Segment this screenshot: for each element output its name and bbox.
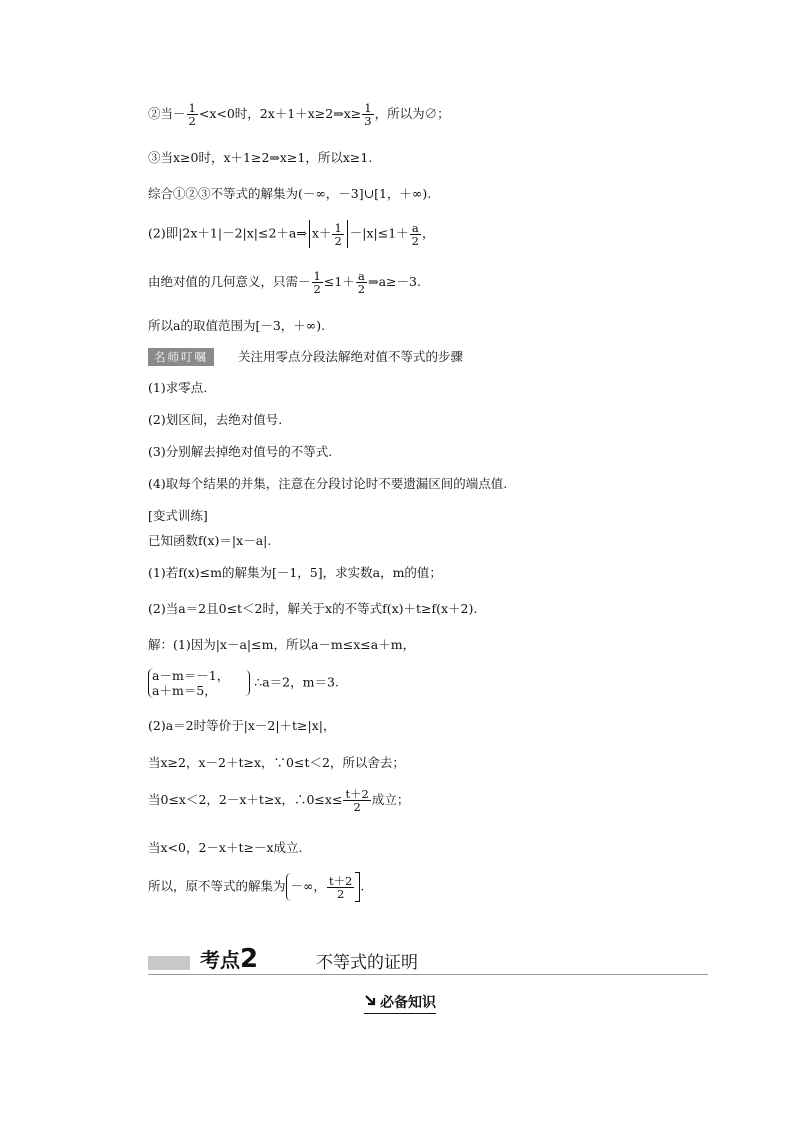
tips-tag: 名师叮嘱 <box>148 348 214 366</box>
solution-1-line: 解：(1)因为|x－a|≤m，所以a－m≤x≤a＋m， <box>148 637 416 652</box>
system-eq-2: a＋m＝5， <box>152 683 217 698</box>
text: ②当－ <box>148 106 186 121</box>
section-label-text: 考点 <box>200 948 240 972</box>
step-4: (4)取每个结果的并集，注意在分段讨论时不要遗漏区间的端点值. <box>148 476 508 491</box>
text: . <box>360 878 365 894</box>
text: 由绝对值的几何意义，只需－ <box>148 274 311 289</box>
essential-knowledge-text: 必备知识 <box>380 995 436 1011</box>
fraction <box>410 222 421 247</box>
question-1: (1)若f(x)≤m的解集为[－1，5]，求实数a，m的值； <box>148 565 442 580</box>
given-function: 已知函数f(x)＝|x－a|. <box>148 533 272 548</box>
denominator: 2 <box>188 114 196 128</box>
numerator: 1 <box>313 269 321 283</box>
fraction <box>362 102 373 127</box>
fraction <box>312 270 323 295</box>
fraction <box>356 270 367 295</box>
text: ，所以为∅； <box>374 106 450 121</box>
system-brace <box>148 668 229 698</box>
numerator: t＋2 <box>328 873 353 888</box>
denominator: 2 <box>411 233 419 248</box>
system-result: ∴a＝2，m＝3. <box>254 674 339 690</box>
denominator: 3 <box>364 114 372 128</box>
fraction <box>327 875 354 900</box>
case-x-lt-0: 当x<0，2－x＋t≥－x成立. <box>148 840 303 855</box>
abs-bar <box>347 220 348 248</box>
section-grey-bar <box>148 956 190 970</box>
text: 当0≤x＜2，2－x＋t≥x，∴0≤x≤ <box>148 792 343 807</box>
section-header <box>148 944 708 975</box>
numerator: 1 <box>334 220 342 235</box>
text: x＋ <box>311 225 332 241</box>
range-line: 所以a的取值范围为[－3，＋∞). <box>148 318 326 333</box>
case-3-line: ③当x≥0时，x＋1≥2⇒x≥1，所以x≥1. <box>148 150 373 165</box>
text: <x<0时，2x＋1＋x≥2⇒x≥ <box>198 106 362 121</box>
text: －|x|≤1＋ <box>349 225 409 241</box>
text: 成立； <box>371 792 410 807</box>
system-close <box>245 670 250 696</box>
denominator: 2 <box>357 282 366 296</box>
solution-2-line: (2)a＝2时等价于|x－2|＋t≥|x|， <box>148 718 336 733</box>
case-2-line <box>148 102 450 127</box>
tips-heading <box>148 348 463 366</box>
step-2: (2)划区间，去绝对值号. <box>148 412 283 427</box>
arrow-icon <box>364 994 377 1011</box>
geometric-meaning-line <box>148 270 421 295</box>
fraction <box>187 102 198 127</box>
case-0-le-x-lt-2 <box>148 788 409 813</box>
question-2: (2)当a＝2且0≤t＜2时，解关于x的不等式f(x)＋t≥f(x＋2). <box>148 601 478 616</box>
section-label <box>200 944 258 974</box>
step-3: (3)分别解去掉绝对值号的不等式. <box>148 444 333 459</box>
section-title: 不等式的证明 <box>316 953 418 973</box>
text: (2)即|2x＋1|－2|x|≤2＋a⇒ <box>148 225 307 241</box>
denominator: 2 <box>353 800 361 814</box>
step-1: (1)求零点. <box>148 380 208 395</box>
essential-knowledge-heading <box>364 992 436 1014</box>
numerator: t＋2 <box>345 787 369 801</box>
text: －∞， <box>290 878 326 894</box>
fraction <box>343 788 370 813</box>
numerator: a <box>356 270 367 283</box>
summary-line: 综合①②③不等式的解集为(－∞，－3]∪[1，＋∞). <box>148 186 432 201</box>
text: 所以，原不等式的解集为 <box>148 878 286 894</box>
text: ≤1＋ <box>323 274 355 289</box>
equation-system <box>148 668 339 698</box>
case-x-ge-2: 当x≥2，x－2＋t≥x，∵0≤t＜2，所以舍去； <box>148 755 405 770</box>
denominator: 2 <box>334 233 342 248</box>
exercise-heading: [变式训练] <box>148 508 208 523</box>
section-number: 2 <box>240 944 259 974</box>
final-solution-set <box>148 872 364 902</box>
abs-bar <box>309 220 310 248</box>
text: ， <box>422 225 435 241</box>
tips-title: 关注用零点分段法解绝对值不等式的步骤 <box>238 349 464 364</box>
numerator: a <box>410 222 421 235</box>
numerator: 1 <box>364 101 372 115</box>
denominator: 2 <box>313 282 321 296</box>
part-2-line <box>148 220 435 248</box>
system-eq-1: a－m＝－1， <box>152 668 230 683</box>
denominator: 2 <box>337 886 345 901</box>
fraction <box>332 222 343 247</box>
text: ⇒a≥－3. <box>368 274 421 289</box>
numerator: 1 <box>188 101 196 115</box>
